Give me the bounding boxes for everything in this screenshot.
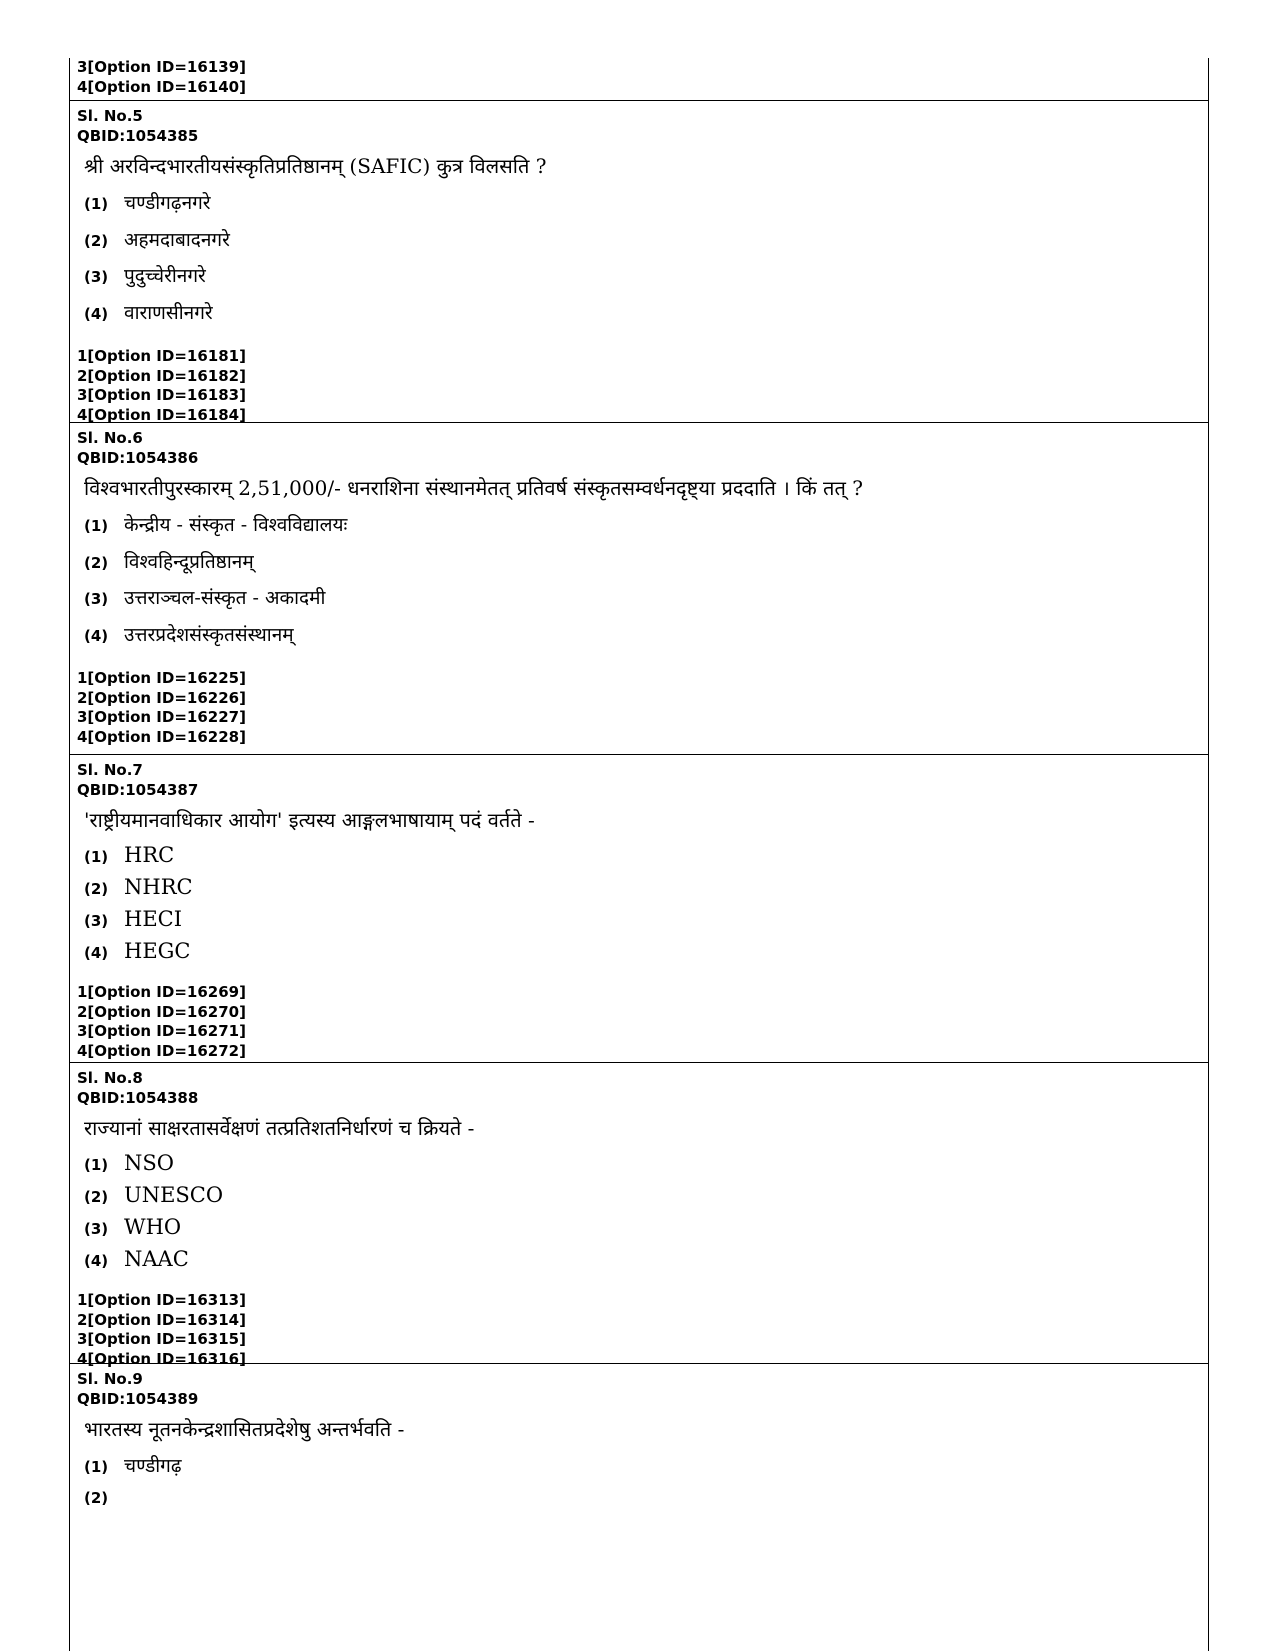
option-2: [84, 875, 1201, 907]
option-id-list: [77, 58, 1201, 97]
option-text: WHO: [124, 1215, 182, 1239]
option-id: 2[Option ID=16182]: [77, 366, 246, 385]
option-number: (3): [84, 268, 109, 286]
option-id: 3[Option ID=16183]: [77, 386, 246, 404]
question-id: QBID:1054389: [77, 1389, 199, 1408]
question-id: QBID:1054388: [77, 1088, 199, 1107]
option-text: उत्तराञ्चल-संस्कृत - अकादमी: [124, 587, 326, 609]
option-id: 1[Option ID=16269]: [77, 983, 246, 1001]
question-paper-page: [69, 58, 1209, 1651]
option-text: अहमदाबादनगरे: [124, 228, 230, 251]
option-id: 3[Option ID=16139]: [77, 58, 246, 76]
option-id: 1[Option ID=16313]: [77, 1291, 246, 1309]
option-text: NAAC: [124, 1247, 189, 1271]
option-list: [77, 189, 1201, 335]
option-number: (3): [84, 912, 109, 930]
question-block: [70, 1363, 1208, 1543]
option-text: वाराणसीनगरे: [124, 301, 213, 324]
option-id-list: [77, 983, 1201, 1061]
serial-number: Sl. No.9: [77, 1370, 143, 1388]
question-id: QBID:1054387: [77, 780, 199, 799]
option-text: पुदुच्चेरीनगरे: [124, 265, 206, 287]
option-number: (4): [84, 1252, 109, 1270]
option-2: [84, 1183, 1201, 1215]
option-list: [77, 1151, 1201, 1279]
option-4: [84, 939, 1201, 971]
option-number: (3): [84, 1220, 109, 1238]
option-id: 2[Option ID=16270]: [77, 1002, 246, 1021]
option-number: (2): [84, 1188, 109, 1206]
option-id: 3[Option ID=16315]: [77, 1330, 246, 1348]
option-1: [84, 511, 1201, 548]
option-id: 4[Option ID=16140]: [77, 77, 246, 96]
option-number: (4): [84, 944, 109, 962]
option-id: 4[Option ID=16228]: [77, 727, 246, 746]
option-id: 4[Option ID=16272]: [77, 1041, 246, 1060]
option-1: [84, 1151, 1201, 1183]
option-3: [84, 262, 1201, 299]
question-text: 'राष्ट्रीयमानवाधिकार आयोग' इत्यस्य आङ्गलभाषायाम् पदं वर्तते -: [84, 808, 535, 832]
option-number: (1): [84, 517, 109, 535]
option-4: [84, 621, 1201, 658]
option-1: [84, 189, 1201, 226]
option-number: (1): [84, 1458, 109, 1476]
option-id-list: [77, 669, 1201, 747]
option-1: [84, 843, 1201, 875]
question-text: विश्वभारतीपुरस्कारम् 2,51,000/- धनराशिना संस्थानमेतत् प्रतिवर्ष संस्कृतसम्वर्धनदृष्ट्या प्रददाति । किं तत् ?: [84, 476, 863, 500]
option-2: [84, 548, 1201, 585]
option-list: [77, 511, 1201, 657]
option-text: चण्डीगढ़: [124, 1455, 182, 1477]
question-id: QBID:1054385: [77, 126, 199, 145]
question-id: QBID:1054386: [77, 448, 199, 467]
option-number: (2): [84, 1488, 109, 1507]
serial-number: Sl. No.5: [77, 107, 143, 125]
option-number: (4): [84, 304, 109, 323]
question-text: राज्यानां साक्षरतासर्वेक्षणं तत्प्रतिशतनिर्धारणं च क्रियते -: [84, 1116, 475, 1140]
option-4: [84, 299, 1201, 336]
option-3: [84, 584, 1201, 621]
option-id: 3[Option ID=16271]: [77, 1022, 246, 1040]
serial-number: Sl. No.8: [77, 1069, 143, 1087]
option-number: (1): [84, 848, 109, 866]
question-block: [70, 754, 1208, 1062]
option-number: (1): [84, 195, 109, 213]
option-number: (2): [84, 553, 109, 572]
option-number: (2): [84, 880, 109, 898]
option-text: NSO: [124, 1151, 174, 1175]
option-list: [77, 1452, 1201, 1525]
option-id: 4[Option ID=16316]: [77, 1349, 246, 1368]
option-2: [84, 1489, 1201, 1526]
option-id-list: [77, 347, 1201, 425]
option-2: [84, 226, 1201, 263]
serial-number: Sl. No.7: [77, 761, 143, 779]
question-text: भारतस्य नूतनकेन्द्रशासितप्रदेशेषु अन्तर्भवति -: [84, 1417, 405, 1441]
option-text: HEGC: [124, 939, 191, 963]
option-text: विश्वहिन्दूप्रतिष्ठानम्: [124, 550, 254, 573]
option-text: UNESCO: [124, 1183, 224, 1207]
question-text: श्री अरविन्दभारतीयसंस्कृतिप्रतिष्ठानम् (SAFIC) कुत्र विलसति ?: [84, 154, 547, 178]
option-number: (4): [84, 626, 109, 645]
question-block: [70, 100, 1208, 422]
option-3: [84, 907, 1201, 939]
option-text: NHRC: [124, 875, 193, 899]
option-1: [84, 1452, 1201, 1489]
option-id: 2[Option ID=16226]: [77, 688, 246, 707]
question-block: [70, 1062, 1208, 1368]
option-text: HRC: [124, 843, 175, 867]
option-id: 1[Option ID=16181]: [77, 347, 246, 365]
option-4: [84, 1247, 1201, 1279]
option-id: 1[Option ID=16225]: [77, 669, 246, 687]
option-number: (2): [84, 231, 109, 250]
serial-number: Sl. No.6: [77, 429, 143, 447]
option-text: चण्डीगढ़नगरे: [124, 192, 211, 214]
prev-question-tail: [70, 58, 1208, 100]
option-text: उत्तरप्रदेशसंस्कृतसंस्थानम्: [124, 623, 294, 646]
question-block: [70, 422, 1208, 754]
option-3: [84, 1215, 1201, 1247]
option-list: [77, 843, 1201, 971]
option-text: HECI: [124, 907, 183, 931]
option-number: (1): [84, 1156, 109, 1174]
option-id: 3[Option ID=16227]: [77, 708, 246, 726]
option-id: 2[Option ID=16314]: [77, 1310, 246, 1329]
option-id: 4[Option ID=16184]: [77, 405, 246, 424]
option-number: (3): [84, 590, 109, 608]
option-text: केन्द्रीय - संस्कृत - विश्वविद्यालयः: [124, 514, 348, 536]
option-id-list: [77, 1291, 1201, 1369]
